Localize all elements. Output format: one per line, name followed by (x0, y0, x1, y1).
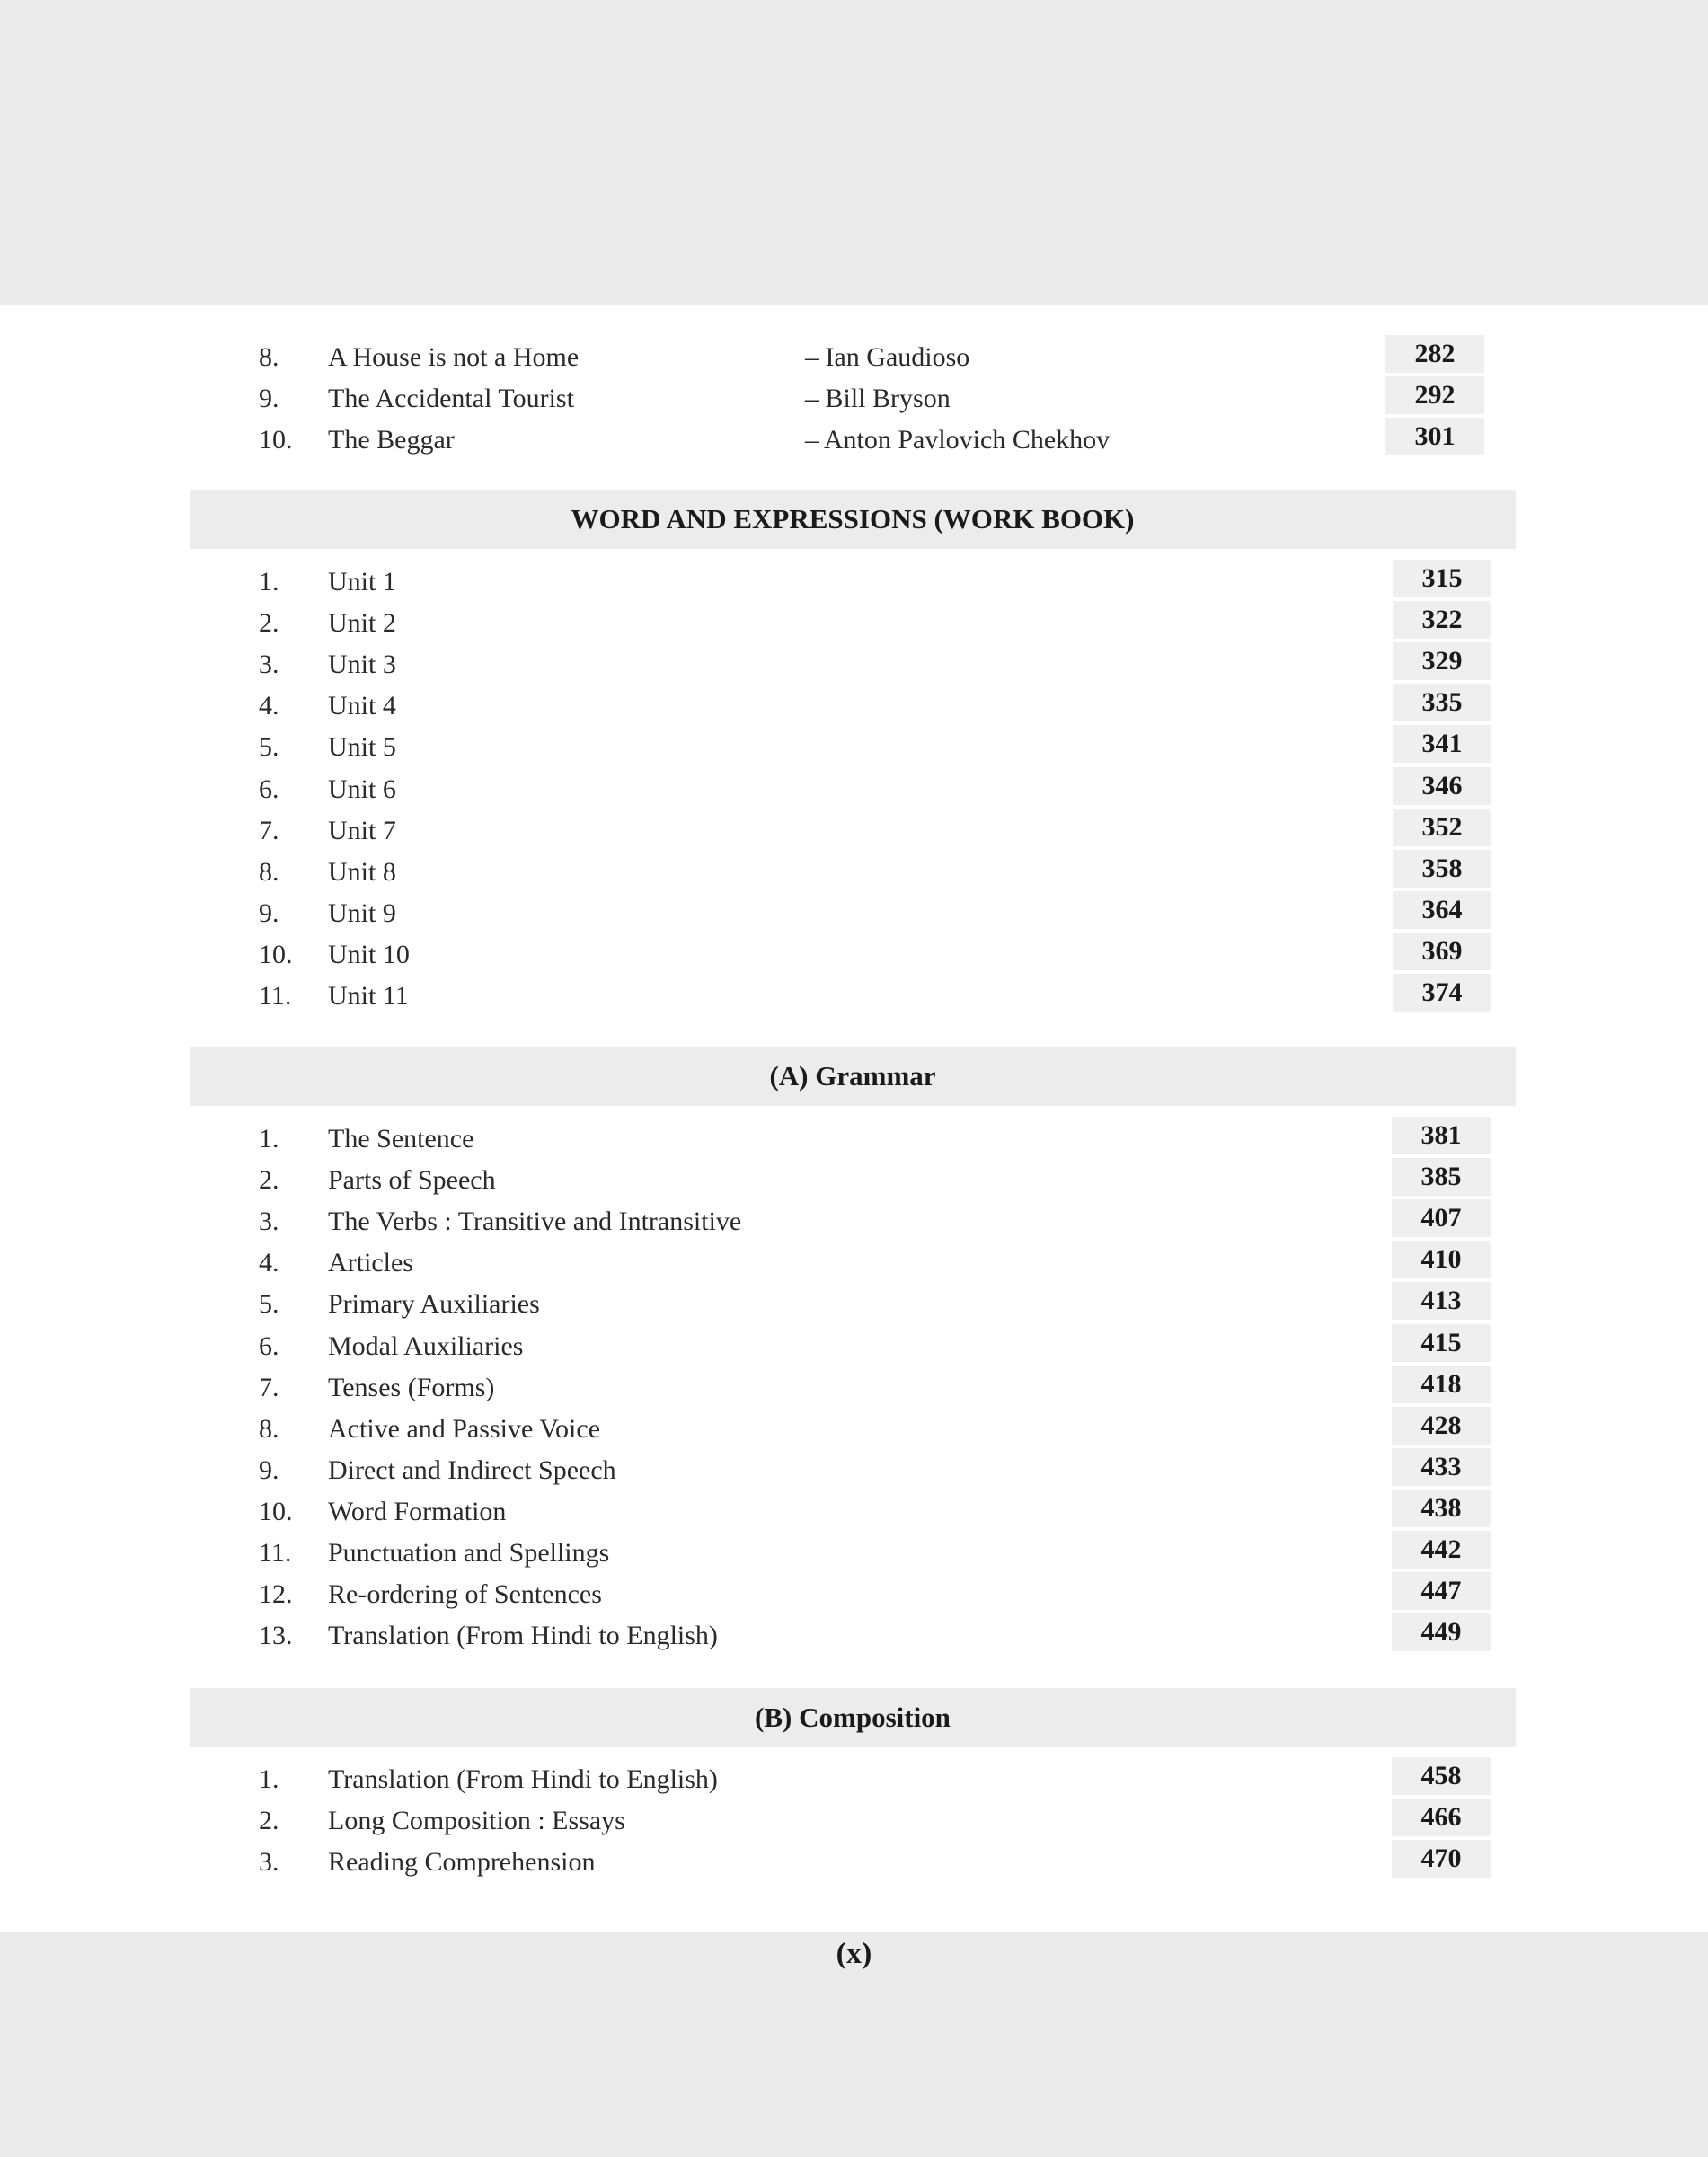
toc-entry (0, 769, 1708, 810)
entry-title: Unit 11 (328, 981, 409, 1011)
entry-title: Unit 9 (328, 897, 396, 928)
section-heading-composition: (B) Composition (190, 1688, 1516, 1747)
entry-number: 10. (259, 425, 293, 455)
toc-entry (0, 852, 1708, 893)
entry-title: Unit 10 (328, 939, 410, 969)
toc-entry (0, 1201, 1708, 1242)
entry-page-number: 301 (1385, 418, 1484, 455)
entry-title: Modal Auxiliaries (328, 1330, 524, 1361)
entry-title: Active and Passive Voice (328, 1413, 601, 1444)
entry-page-number: 410 (1392, 1241, 1491, 1278)
toc-entry (0, 644, 1708, 685)
entry-page-number: 282 (1385, 335, 1484, 373)
entry-page-number: 352 (1393, 809, 1491, 846)
entry-title: The Beggar (328, 425, 455, 455)
entry-page-number: 315 (1393, 560, 1491, 597)
toc-entry (0, 685, 1708, 727)
toc-entry (0, 1574, 1708, 1615)
entry-number: 11. (259, 981, 292, 1011)
toc-entry (0, 727, 1708, 768)
entry-page-number: 447 (1392, 1572, 1491, 1610)
toc-entry (0, 1160, 1708, 1201)
entry-number: 11. (259, 1538, 292, 1568)
entry-number: 2. (259, 1806, 279, 1836)
toc-entry (0, 561, 1708, 603)
entry-title: The Verbs : Transitive and Intransitive (328, 1207, 742, 1237)
entry-title: Unit 8 (328, 856, 396, 887)
toc-entry (0, 1759, 1708, 1800)
entry-title: Unit 5 (328, 732, 396, 763)
toc-entry (0, 934, 1708, 976)
entry-page-number: 381 (1392, 1117, 1491, 1154)
entry-title: Primary Auxiliaries (328, 1289, 540, 1320)
entry-number: 8. (259, 1413, 279, 1444)
entry-number: 3. (259, 1207, 279, 1237)
entry-title: The Accidental Tourist (328, 384, 574, 414)
entry-page-number: 466 (1392, 1799, 1491, 1836)
entry-title: Reading Comprehension (328, 1847, 596, 1878)
entry-title: Punctuation and Spellings (328, 1538, 610, 1568)
toc-entry (0, 1491, 1708, 1533)
entry-title: Unit 4 (328, 691, 396, 721)
entry-title: Long Composition : Essays (328, 1806, 625, 1836)
entry-number: 12. (259, 1579, 293, 1610)
entry-page-number: 428 (1392, 1407, 1491, 1445)
entry-page-number: 364 (1393, 891, 1491, 929)
entry-page-number: 292 (1385, 376, 1484, 414)
entry-page-number: 335 (1393, 684, 1491, 721)
toc-entry (0, 810, 1708, 852)
entry-number: 10. (259, 1496, 293, 1526)
entry-title: Translation (From Hindi to English) (328, 1764, 718, 1794)
entry-number: 10. (259, 939, 293, 969)
entry-number: 1. (259, 1124, 279, 1154)
entry-page-number: 369 (1393, 933, 1491, 970)
toc-entry (0, 1326, 1708, 1367)
toc-entry (0, 378, 1708, 420)
entry-title: Articles (328, 1248, 413, 1278)
toc-entry (0, 420, 1708, 461)
toc-entry (0, 1533, 1708, 1574)
entry-title: Unit 6 (328, 774, 396, 804)
entry-page-number: 449 (1392, 1613, 1491, 1651)
entry-title: Tenses (Forms) (328, 1372, 495, 1402)
entry-number: 6. (259, 1330, 279, 1361)
entry-number: 9. (259, 1454, 279, 1485)
toc-entry (0, 1118, 1708, 1160)
entry-page-number: 341 (1393, 725, 1491, 763)
page-number-footer: (x) (836, 1937, 872, 1970)
toc-entry (0, 603, 1708, 644)
entry-page-number: 442 (1392, 1531, 1491, 1569)
entry-title: Translation (From Hindi to English) (328, 1621, 718, 1651)
entry-number: 5. (259, 1289, 279, 1320)
entry-number: 3. (259, 1847, 279, 1878)
entry-page-number: 413 (1392, 1282, 1491, 1320)
entry-page-number: 358 (1393, 850, 1491, 888)
toc-entry (0, 1800, 1708, 1842)
entry-title: Word Formation (328, 1496, 507, 1526)
entry-number: 7. (259, 1372, 279, 1402)
toc-entry (0, 1409, 1708, 1450)
entry-number: 2. (259, 608, 279, 639)
entry-number: 13. (259, 1621, 293, 1651)
section-heading-grammar: (A) Grammar (190, 1047, 1516, 1106)
entry-number: 9. (259, 384, 279, 414)
entry-page-number: 374 (1393, 974, 1491, 1012)
entry-page-number: 415 (1392, 1324, 1491, 1362)
toc-entry (0, 1842, 1708, 1883)
entry-number: 3. (259, 650, 279, 680)
entry-number: 4. (259, 1248, 279, 1278)
entry-number: 1. (259, 567, 279, 597)
entry-author: – Bill Bryson (805, 384, 951, 414)
entry-page-number: 433 (1392, 1448, 1491, 1486)
entry-page-number: 407 (1392, 1199, 1491, 1237)
entry-page-number: 458 (1392, 1757, 1491, 1795)
entry-page-number: 385 (1392, 1158, 1491, 1196)
entry-title: Direct and Indirect Speech (328, 1454, 616, 1485)
entry-author: – Anton Pavlovich Chekhov (805, 425, 1111, 455)
section-heading-workbook: WORD AND EXPRESSIONS (WORK BOOK) (190, 490, 1516, 549)
toc-entry (0, 893, 1708, 934)
toc-entry (0, 976, 1708, 1017)
toc-entry (0, 1367, 1708, 1409)
entry-number: 2. (259, 1165, 279, 1196)
entry-number: 4. (259, 691, 279, 721)
top-margin-band (0, 0, 1708, 305)
entry-page-number: 470 (1392, 1840, 1491, 1878)
entry-number: 8. (259, 856, 279, 887)
entry-page-number: 322 (1393, 601, 1491, 639)
entry-number: 1. (259, 1764, 279, 1794)
entry-title: Parts of Speech (328, 1165, 496, 1196)
toc-entry (0, 1242, 1708, 1284)
entry-title: Unit 7 (328, 815, 396, 845)
toc-entry (0, 1615, 1708, 1657)
toc-entry (0, 1284, 1708, 1325)
entry-title: Unit 2 (328, 608, 396, 639)
entry-page-number: 418 (1392, 1366, 1491, 1403)
entry-author: – Ian Gaudioso (805, 342, 970, 372)
entry-title: A House is not a Home (328, 342, 580, 372)
entry-page-number: 329 (1393, 642, 1491, 680)
entry-page-number: 438 (1392, 1490, 1491, 1527)
entry-title: Unit 1 (328, 567, 396, 597)
entry-number: 8. (259, 342, 279, 372)
entry-page-number: 346 (1393, 767, 1491, 805)
entry-title: Unit 3 (328, 650, 396, 680)
entry-number: 7. (259, 815, 279, 845)
toc-entry (0, 1450, 1708, 1491)
entry-number: 5. (259, 732, 279, 763)
entry-title: The Sentence (328, 1124, 474, 1154)
entry-title: Re-ordering of Sentences (328, 1579, 602, 1610)
entry-number: 6. (259, 774, 279, 804)
entry-number: 9. (259, 897, 279, 928)
toc-entry (0, 337, 1708, 378)
